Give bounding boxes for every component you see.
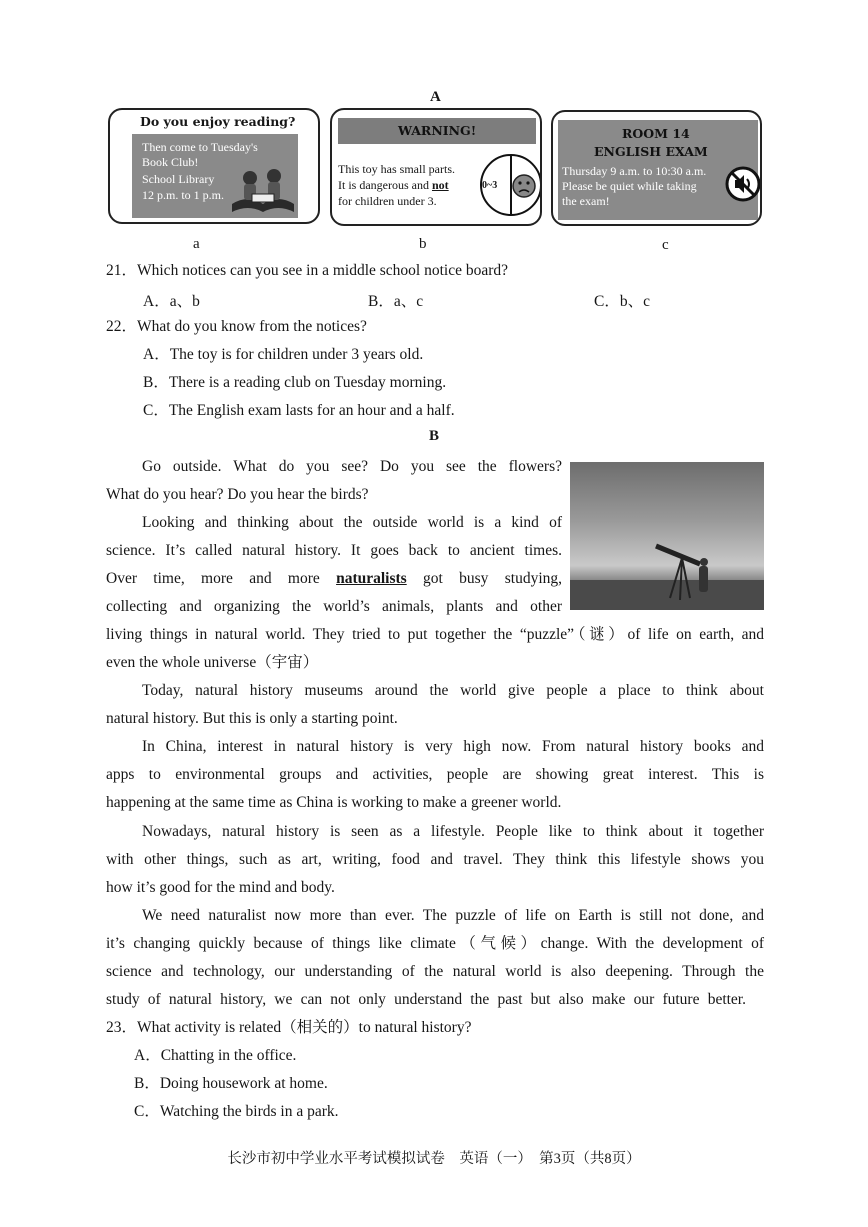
notice-b-not-word: not: [431, 178, 449, 192]
notice-a-title: Do you enjoy reading?: [140, 114, 296, 129]
q21-option-b: B．a、c: [368, 293, 424, 310]
passage-p2-line-1: Looking and thinking about the outside world is a kind of: [142, 514, 562, 531]
notice-c-line-2: Please be quiet while taking: [562, 179, 697, 193]
no-sound-icon: [725, 166, 761, 202]
q23-option-a: A．Chatting in the office.: [134, 1047, 297, 1064]
notice-c-caption: c: [662, 237, 669, 253]
passage-p2-line-5: living things in natural world. They tried to put together the “puzzle”（谜）of life on earth, and: [106, 626, 764, 643]
telescope-silhouette: [570, 462, 764, 610]
notice-b-line-3: for children under 3.: [338, 194, 437, 208]
telescope-photo: [570, 462, 764, 610]
section-a-heading: A: [430, 89, 441, 105]
passage-p2-line-2: science. It’s called natural history. It goes back to ancient times.: [106, 542, 562, 559]
q23-stem: 23．What activity is related（相关的）to natural history?: [106, 1019, 472, 1036]
q23-option-c: C．Watching the birds in a park.: [134, 1103, 339, 1120]
notice-a-line-2: Book Club!: [142, 155, 199, 169]
passage-p6-line-2: it’s changing quickly because of things like climate（气候）change. With the development of: [106, 935, 764, 952]
q21-option-c: C．b、c: [594, 293, 650, 310]
q22-option-a: A．The toy is for children under 3 years old.: [143, 346, 424, 363]
q23-option-b: B．Doing housework at home.: [134, 1075, 328, 1092]
notice-b-line-2: [338, 178, 449, 193]
notice-a-caption: a: [193, 236, 200, 252]
passage-p1-line-1: Go outside. What do you see? Do you see the flowers?: [142, 458, 562, 475]
q21-option-a: A．a、b: [143, 293, 200, 310]
passage-p2-line-4: collecting and organizing the world’s animals, plants and other: [106, 598, 562, 615]
passage-p5-line-2: with other things, such as art, writing, food and travel. They think this lifestyle shows you: [106, 851, 764, 868]
notice-c-exam: [551, 110, 762, 226]
passage-p6-line-4: study of natural history, we can not only understand the past but also make our future better.: [106, 991, 746, 1008]
notice-c-title-1: ROOM 14: [622, 126, 690, 141]
passage-p4-line-2: apps to environmental groups and activities, people are showing great interest. This is: [106, 766, 764, 783]
notice-a-panel: [132, 134, 298, 218]
q22-option-c: C．The English exam lasts for an hour and a half.: [143, 402, 455, 419]
notice-b-title-bar: [338, 118, 536, 144]
notice-b-age-label: 0~3: [482, 180, 498, 191]
passage-p4-line-1: In China, interest in natural history is very high now. From natural history books and: [142, 738, 764, 755]
page-footer: 长沙市初中学业水平考试模拟试卷 英语（一） 第3页（共8页）: [227, 1151, 641, 1167]
passage-p3-line-1: Today, natural history museums around the world give people a place to think about: [142, 682, 764, 699]
q21-stem: 21．Which notices can you see in a middle school notice board?: [106, 262, 509, 279]
passage-p2-line-3a: Over time, more and more: [106, 570, 337, 587]
passage-p3-line-2: natural history. But this is only a starting point.: [106, 710, 398, 727]
notice-b-line-2-text: It is dangerous and: [338, 178, 432, 192]
passage-p2-line-6: even the whole universe（宇宙）: [106, 654, 319, 671]
notice-b-caption: b: [419, 236, 427, 252]
passage-p6-line-3: science and technology, our understanding of the natural world is also deepening. Through the: [106, 963, 764, 980]
passage-p4-line-3: happening at the same time as China is working to make a greener world.: [106, 794, 562, 811]
passage-p5-line-3: how it’s good for the mind and body.: [106, 879, 335, 896]
notice-b-warning: [330, 108, 542, 226]
notice-a-line-4: 12 p.m. to 1 p.m.: [142, 188, 225, 202]
notice-b-title: WARNING!: [398, 123, 477, 138]
notice-c-title-2: ENGLISH EXAM: [594, 144, 708, 159]
q22-option-b: B．There is a reading club on Tuesday morning.: [143, 374, 447, 391]
q22-stem: 22．What do you know from the notices?: [106, 318, 367, 335]
notice-a-line-1: Then come to Tuesday's: [142, 140, 258, 154]
passage-p2-line-3: [106, 569, 562, 589]
passage-p6-line-1: We need naturalist now more than ever. The puzzle of life on Earth is still not done, and: [142, 907, 764, 924]
notice-c-line-3: the exam!: [562, 194, 610, 208]
children-reading-illustration: [230, 164, 296, 216]
naturalists-keyword: naturalists: [336, 570, 407, 587]
section-b-heading: B: [429, 428, 440, 444]
passage-p2-line-3b: got busy studying,: [406, 570, 563, 587]
notice-a-line-3: School Library: [142, 172, 215, 186]
notice-b-line-1: This toy has small parts.: [338, 162, 455, 176]
passage-p5-line-1: Nowadays, natural history is seen as a lifestyle. People like to think about it together: [142, 823, 764, 840]
notice-a-book-club: [108, 108, 320, 224]
notice-c-line-1: Thursday 9 a.m. to 10:30 a.m.: [562, 164, 707, 178]
passage-p1-line-2: What do you hear? Do you hear the birds?: [106, 486, 369, 503]
